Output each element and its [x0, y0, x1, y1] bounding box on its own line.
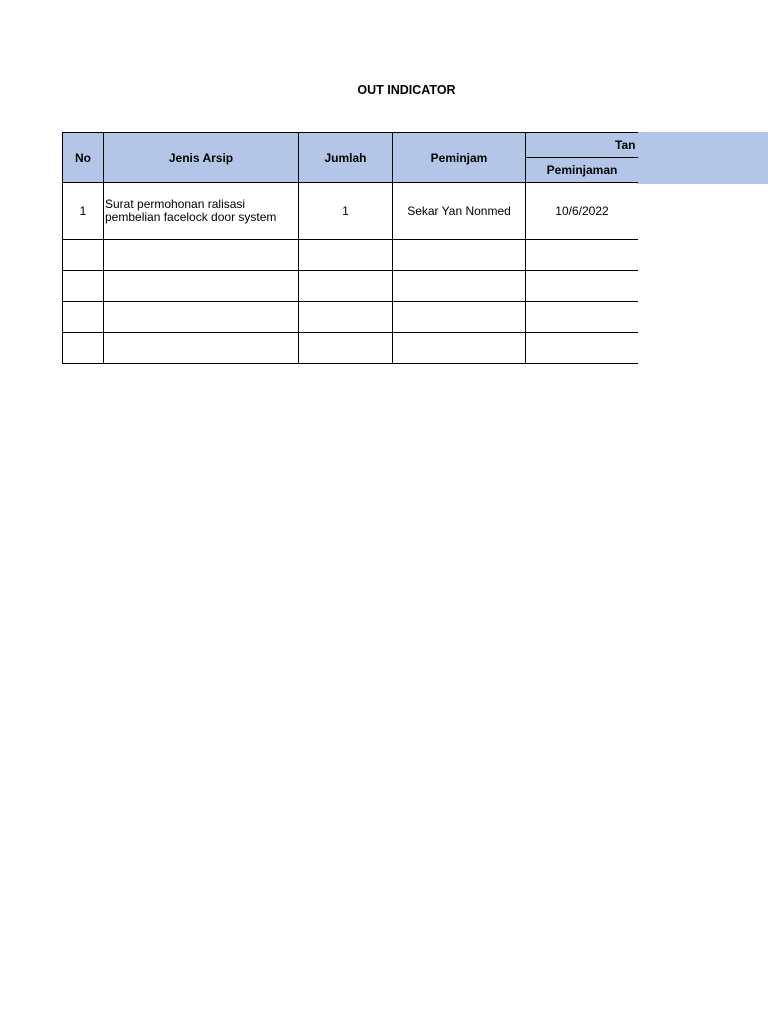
- header-peminjaman: Peminjaman: [526, 158, 639, 183]
- table-row: [63, 302, 639, 333]
- out-indicator-table-viewport: [62, 132, 638, 372]
- cell-peminjaman: [526, 271, 639, 302]
- header-peminjam: Peminjam: [393, 133, 526, 183]
- out-indicator-table: [62, 132, 638, 364]
- cell-peminjam: [393, 271, 526, 302]
- table-row: [63, 240, 639, 271]
- cell-no: [63, 333, 104, 364]
- cell-jumlah: 1: [299, 183, 393, 240]
- cell-peminjaman: [526, 302, 639, 333]
- cell-peminjam: [393, 240, 526, 271]
- cell-jenis-arsip: [104, 240, 299, 271]
- cell-jumlah: [299, 333, 393, 364]
- cell-peminjam: [393, 302, 526, 333]
- header-jenis-arsip: Jenis Arsip: [104, 133, 299, 183]
- header-jumlah: Jumlah: [299, 133, 393, 183]
- cell-jumlah: [299, 302, 393, 333]
- cell-no: [63, 302, 104, 333]
- cell-jenis-arsip: [104, 333, 299, 364]
- cell-no: [63, 240, 104, 271]
- cell-jenis-arsip: [104, 271, 299, 302]
- cell-peminjaman: [526, 240, 639, 271]
- cell-peminjaman: 10/6/2022: [526, 183, 639, 240]
- cell-peminjam: Sekar Yan Nonmed: [393, 183, 526, 240]
- cell-jumlah: [299, 240, 393, 271]
- cell-peminjam: [393, 333, 526, 364]
- cell-no: 1: [63, 183, 104, 240]
- header-fill-overflow: [637, 132, 768, 184]
- cell-jenis-arsip: Surat permohonan ralisasi pembelian facelock door system: [104, 183, 299, 240]
- cell-no: [63, 271, 104, 302]
- cell-jenis-arsip: [104, 302, 299, 333]
- cell-jumlah: [299, 271, 393, 302]
- header-no: No: [63, 133, 104, 183]
- page-title: OUT INDICATOR: [357, 83, 456, 97]
- table-row: [63, 183, 639, 240]
- table-row: [63, 333, 639, 364]
- cell-peminjaman: [526, 333, 639, 364]
- table-row: [63, 271, 639, 302]
- header-tanggal-group-label: Tan: [615, 138, 636, 152]
- header-tanggal-group: [526, 133, 639, 158]
